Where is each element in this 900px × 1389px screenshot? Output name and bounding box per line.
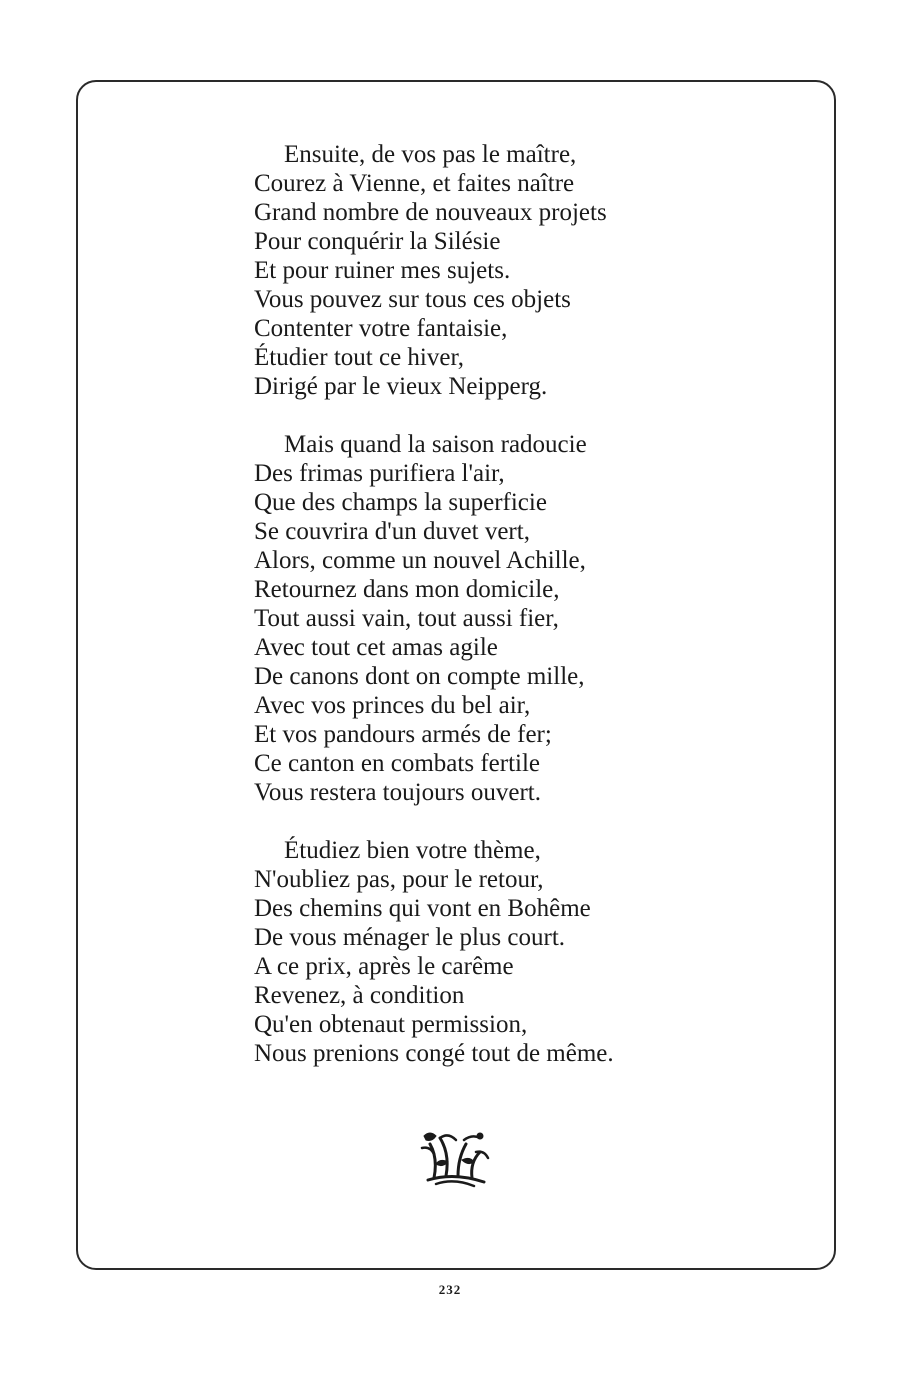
verse-line: Alors, comme un nouvel Achille, xyxy=(254,547,586,574)
verse-line: Retournez dans mon domicile, xyxy=(254,576,560,603)
verse-line: De vous ménager le plus court. xyxy=(254,924,566,951)
verse-line: Ensuite, de vos pas le maître, xyxy=(284,141,577,168)
poem xyxy=(254,140,694,1097)
verse-line: Revenez, à condition xyxy=(254,982,465,1009)
verse-line: Et vos pandours armés de fer; xyxy=(254,721,552,748)
verse-line: Nous prenions congé tout de même. xyxy=(254,1040,614,1067)
verse-line: Vous restera toujours ouvert. xyxy=(254,779,541,806)
verse-line: De canons dont on compte mille, xyxy=(254,663,585,690)
verse-line: Vous pouvez sur tous ces objets xyxy=(254,286,571,313)
verse-line: Se couvrira d'un duvet vert, xyxy=(254,518,530,545)
verse-line: Avec tout cet amas agile xyxy=(254,634,498,661)
verse-line: Mais quand la saison radoucie xyxy=(284,431,587,458)
floral-ornament-icon xyxy=(418,1128,492,1188)
stanza-1 xyxy=(254,140,694,401)
verse-line: Et pour ruiner mes sujets. xyxy=(254,257,511,284)
verse-line: Courez à Vienne, et faites naître xyxy=(254,170,575,197)
verse-line: Ce canton en combats fertile xyxy=(254,750,540,777)
verse-line: A ce prix, après le carême xyxy=(254,953,514,980)
verse-line: Tout aussi vain, tout aussi fier, xyxy=(254,605,559,632)
verse-line: Qu'en obtenaut permission, xyxy=(254,1011,528,1038)
verse-line: Pour conquérir la Silésie xyxy=(254,228,501,255)
verse-line: Avec vos princes du bel air, xyxy=(254,692,531,719)
stanza-3 xyxy=(254,836,694,1068)
verse-line: Étudiez bien votre thème, xyxy=(284,837,541,864)
page-number: 232 xyxy=(438,1282,462,1297)
verse-line: N'oubliez pas, pour le retour, xyxy=(254,866,544,893)
verse-line: Des chemins qui vont en Bohême xyxy=(254,895,591,922)
verse-line: Contenter votre fantaisie, xyxy=(254,315,508,342)
verse-line: Grand nombre de nouveaux projets xyxy=(254,199,607,226)
verse-line: Dirigé par le vieux Neipperg. xyxy=(254,373,548,400)
verse-line: Des frimas purifiera l'air, xyxy=(254,460,505,487)
stanza-2 xyxy=(254,430,694,807)
verse-line: Que des champs la superficie xyxy=(254,489,547,516)
verse-line: Étudier tout ce hiver, xyxy=(254,344,465,371)
